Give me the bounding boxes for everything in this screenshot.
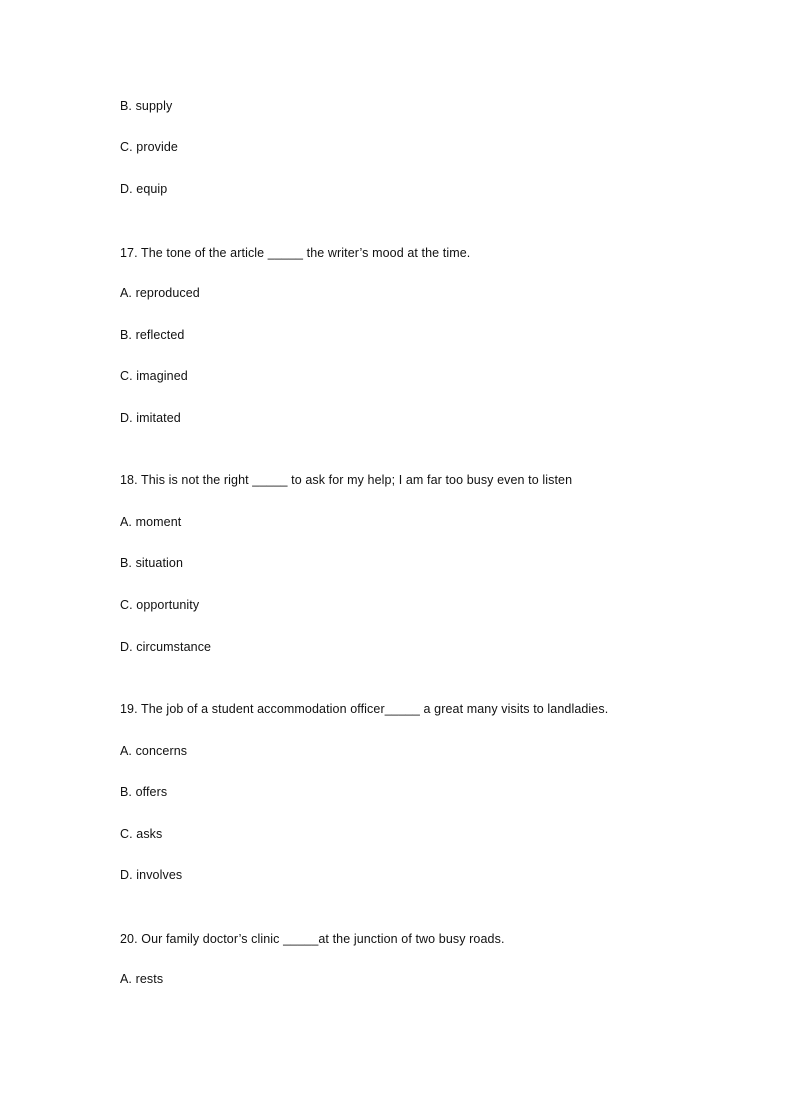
q16-option-c: C. provide: [120, 140, 178, 154]
q17-option-a: A. reproduced: [120, 286, 200, 300]
q19-option-d: D. involves: [120, 868, 183, 882]
q17-option-c: C. imagined: [120, 369, 188, 383]
question-18: 18. This is not the right _____ to ask for my help; I am far too busy even to listen: [120, 473, 573, 487]
question-17: 17. The tone of the article _____ the writer’s mood at the time.: [120, 246, 471, 260]
q17-option-b: B. reflected: [120, 328, 185, 342]
question-19: 19. The job of a student accommodation officer_____ a great many visits to landladies.: [120, 702, 609, 716]
q19-option-a: A. concerns: [120, 744, 188, 758]
q18-option-a: A. moment: [120, 515, 182, 529]
q18-option-b: B. situation: [120, 556, 184, 570]
q18-option-c: C. opportunity: [120, 598, 200, 612]
q18-option-d: D. circumstance: [120, 640, 212, 654]
q16-option-d: D. equip: [120, 182, 168, 196]
q20-option-a: A. rests: [120, 972, 164, 986]
q19-option-b: B. offers: [120, 785, 168, 799]
q19-option-c: C. asks: [120, 827, 163, 841]
question-20: 20. Our family doctor’s clinic _____at the junction of two busy roads.: [120, 932, 505, 946]
q16-option-b: B. supply: [120, 99, 173, 113]
q17-option-d: D. imitated: [120, 411, 181, 425]
